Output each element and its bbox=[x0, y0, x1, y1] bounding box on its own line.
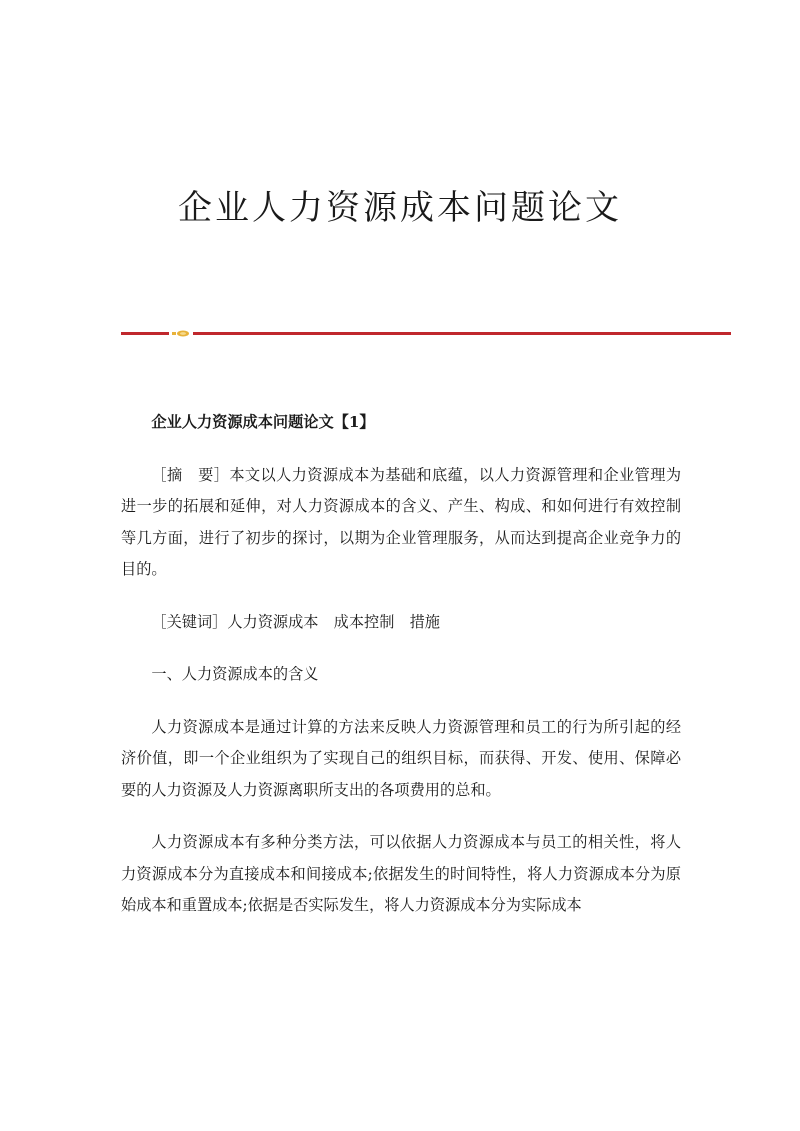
divider-line-left bbox=[121, 332, 169, 335]
divider-line-right bbox=[193, 332, 731, 335]
page-title: 企业人力资源成本问题论文 bbox=[178, 188, 622, 228]
title-divider bbox=[121, 329, 731, 339]
abstract-paragraph: ［摘 要］本文以人力资源成本为基础和底蕴，以人力资源管理和企业管理为进一步的拓展和延伸，对人力资源成本的含义、产生、构成、和如何进行有效控制等几方面，进行了初步的探讨，以期为企业管理服务，从而达到提高企业竞争力的目的。 bbox=[121, 465, 681, 578]
document-body bbox=[121, 407, 681, 943]
divider-ornament-icon bbox=[172, 330, 190, 337]
section-heading: 一、人力资源成本的含义 bbox=[151, 665, 319, 683]
body-paragraph: 人力资源成本有多种分类方法，可以依据人力资源成本与员工的相关性，将人力资源成本分为直接成本和间接成本;依据发生的时间特性，将人力资源成本分为原始成本和重置成本;依据是否实际发生，将人力资源成本分为实际成本 bbox=[121, 833, 681, 914]
keywords-paragraph: ［关键词］人力资源成本 成本控制 措施 bbox=[151, 612, 440, 631]
body-paragraph: 人力资源成本是通过计算的方法来反映人力资源管理和员工的行为所引起的经济价值，即一个企业组织为了实现自己的组织目标，而获得、开发、使用、保障必要的人力资源及人力资源离职所支出的各项费用的总和。 bbox=[121, 717, 681, 799]
article-subtitle: 企业人力资源成本问题论文【1】 bbox=[151, 413, 375, 431]
